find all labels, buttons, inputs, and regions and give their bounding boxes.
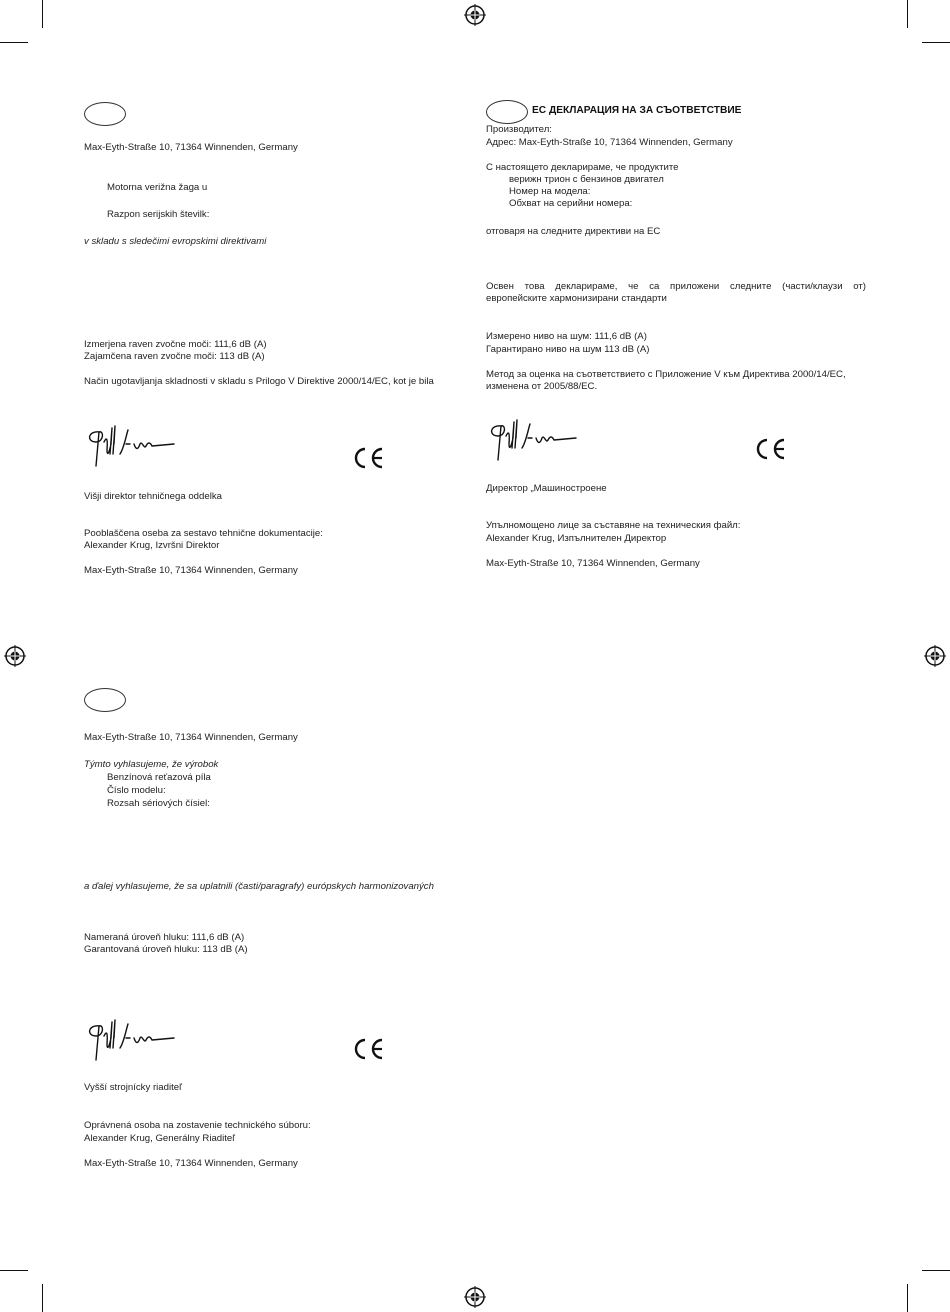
serial-range-label: Rozsah sériových čísiel:	[107, 798, 210, 809]
model-number-label: Číslo modelu:	[107, 785, 166, 796]
conformity-method: Način ugotavljanja skladnosti v skladu s Prilogo V Direktive 2000/14/EC, kot je bila	[84, 376, 434, 387]
language-badge	[84, 688, 126, 712]
noise-guaranteed: Garantovaná úroveň hluku: 113 dB (A)	[84, 944, 248, 955]
crop-mark	[922, 42, 950, 43]
authorized-person-address: Max-Eyth-Straße 10, 71364 Winnenden, Germany	[84, 565, 298, 576]
authorized-person-label: Pooblaščena oseba za sestavo tehnične dokumentacije:	[84, 528, 323, 539]
authorized-person-label: Упълномощено лице за съставяне на техническия файл:	[486, 520, 741, 531]
signature-icon	[484, 414, 584, 464]
standards-intro-line2: европейските хармонизирани стандарти	[486, 293, 667, 304]
declare-intro: Týmto vyhlasujeme, že výrobok	[84, 759, 219, 770]
registration-mark-icon	[924, 645, 946, 667]
ce-mark-icon	[753, 437, 787, 461]
directives-intro: отговаря на следните директиви на ЕС	[486, 226, 661, 237]
authorized-person-address: Max-Eyth-Straße 10, 71364 Winnenden, Germany	[84, 1158, 298, 1169]
signatory-title: Директор „Машиностроене	[486, 483, 607, 494]
language-badge	[486, 100, 528, 124]
standards-intro-line1: Освен това декларираме, че са приложени следните (части/клаузи от)	[486, 281, 866, 292]
standards-intro: a ďalej vyhlasujeme, že sa uplatnili (časti/paragrafy) európskych harmonizovaných	[84, 881, 434, 892]
conformity-method-line2: изменена от 2005/88/EC.	[486, 381, 598, 392]
crop-mark	[907, 0, 908, 28]
registration-mark-icon	[464, 4, 486, 26]
signature-icon	[82, 1014, 182, 1064]
authorized-person-name: Alexander Krug, Изпълнителен Директор	[486, 533, 667, 544]
authorized-person-label: Oprávnená osoba na zostavenie technického súboru:	[84, 1120, 311, 1131]
serial-range-label: Обхват на серийни номера:	[509, 198, 633, 209]
language-badge	[84, 102, 126, 126]
crop-mark	[42, 0, 43, 28]
manufacturer-address: Max-Eyth-Straße 10, 71364 Winnenden, Germany	[84, 732, 298, 743]
crop-mark	[907, 1284, 908, 1312]
noise-measured: Izmerjena raven zvočne moči: 111,6 dB (A)	[84, 339, 267, 350]
declare-intro: С настоящето декларираме, че продуктите	[486, 162, 679, 173]
manufacturer-address: Адрес: Max-Eyth-Straße 10, 71364 Winnenden, Germany	[486, 137, 733, 148]
registration-mark-icon	[464, 1286, 486, 1308]
manufacturer-label: Производител:	[486, 124, 552, 135]
crop-mark	[0, 1270, 28, 1271]
declaration-heading: ЕС ДЕКЛАРАЦИЯ НА ЗА СЪОТВЕТСТВИЕ	[532, 105, 742, 116]
serial-range-label: Razpon serijskih številk:	[107, 209, 210, 220]
authorized-person-address: Max-Eyth-Straße 10, 71364 Winnenden, Germany	[486, 558, 700, 569]
crop-mark	[42, 1284, 43, 1312]
conformity-method-line1: Метод за оценка на съответствието с Приложение V към Директива 2000/14/EC,	[486, 369, 846, 380]
directives-intro: v skladu s sledečimi evropskimi direktivami	[84, 236, 267, 247]
noise-guaranteed: Zajamčena raven zvočne moči: 113 dB (A)	[84, 351, 265, 362]
model-number-label: Номер на модела:	[509, 186, 591, 197]
authorized-person-name: Alexander Krug, Izvršni Direktor	[84, 540, 220, 551]
ce-mark-icon	[351, 1037, 385, 1061]
product-name: Motorna verižna žaga u	[107, 182, 208, 193]
signatory-title: Višji direktor tehničnega oddelka	[84, 491, 222, 502]
authorized-person-name: Alexander Krug, Generálny Riaditeľ	[84, 1133, 236, 1144]
crop-mark	[0, 42, 28, 43]
manufacturer-address: Max-Eyth-Straße 10, 71364 Winnenden, Germany	[84, 142, 298, 153]
noise-guaranteed: Гарантирано ниво на шум 113 dB (A)	[486, 344, 650, 355]
signatory-title: Vyšší strojnícky riaditeľ	[84, 1082, 182, 1093]
product-name: верижн трион с бензинов двигател	[509, 174, 664, 185]
noise-measured: Nameraná úroveň hluku: 111,6 dB (A)	[84, 932, 245, 943]
noise-measured: Измерено ниво на шум: 111,6 dB (A)	[486, 331, 647, 342]
ce-mark-icon	[351, 446, 385, 470]
signature-icon	[82, 420, 182, 470]
product-name: Benzínová reťazová píla	[107, 772, 211, 783]
registration-mark-icon	[4, 645, 26, 667]
crop-mark	[922, 1270, 950, 1271]
